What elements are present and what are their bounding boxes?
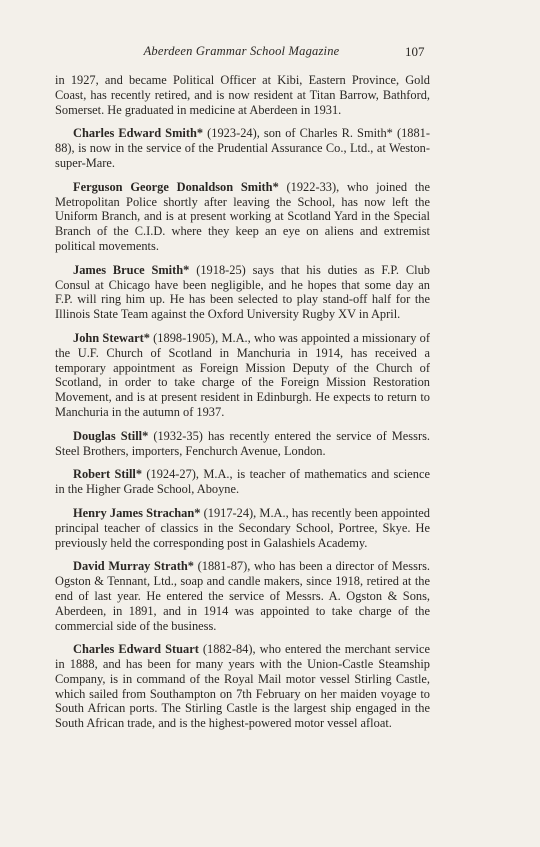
obituary-entry bbox=[55, 126, 430, 170]
entry-text: (1918-25) says that his duties as F.P. Club Consul at Chicago have been negligible, and he hopes that some day an F.P. will ring him up. He has been selected to play stand-off half for the Illinois State Team against the Oxford University Rugby XV in April. bbox=[55, 262, 430, 322]
entry-text: (1923-24), son of Charles R. Smith* (1881-88), is now in the service of the Prudential Assurance Co., Ltd., at Weston-super-Mare. bbox=[55, 126, 430, 170]
page-number: 107 bbox=[405, 44, 425, 59]
obituary-entry bbox=[55, 263, 430, 322]
entry-name: Charles Edward Smith* bbox=[73, 126, 204, 141]
obituary-entry bbox=[55, 559, 430, 633]
entry-text: (1882-84), who entered the merchant service in 1888, and has been for many years with the Union-Castle Steamship Company, is in command of the Royal Mail motor vessel Stirling Castle, which sailed from Southampton on 7th February on her maiden voyage to South African ports. The Stirling Castle is the largest ship engaged in the South African trade, and is the highest-powered motor vessel afloat. bbox=[55, 642, 430, 731]
obituary-entry bbox=[55, 180, 430, 254]
entry-name: Henry James Strachan* bbox=[73, 505, 201, 520]
obituary-entry bbox=[55, 467, 430, 497]
entry-name: Ferguson George Donaldson Smith* bbox=[73, 179, 279, 194]
entry-name: David Murray Strath* bbox=[73, 559, 194, 574]
entry-name: Robert Still* bbox=[73, 467, 143, 482]
obituary-entry bbox=[55, 429, 430, 459]
obituary-entry bbox=[55, 642, 430, 731]
entry-name: Douglas Still* bbox=[73, 428, 149, 443]
continuation-paragraph: in 1927, and became Political Officer at Kibi, Eastern Province, Gold Coast, has recently retired, and is now resident at Titan Barrow, Bathford, Somerset. He graduated in medicine at Aberdeen in 1931. bbox=[55, 73, 430, 117]
entry-text: (1924-27), M.A., is teacher of mathematics and science in the Higher Grade School, Aboyne. bbox=[55, 467, 430, 497]
obituary-entry bbox=[55, 331, 430, 420]
entry-text: (1922-33), who joined the Metropolitan Police shortly after leaving the School, has now left the Uniform Branch, and is at present working at Scotland Yard in the Special Branch of the C.I.D. where they keep an eye on aliens and extremist political movements. bbox=[55, 179, 430, 253]
entry-text: (1898-1905), M.A., who was appointed a missionary of the U.F. Church of Scotland in Manchuria in 1914, has received a temporary appointment as Foreign Mission Deputy of the Church of Scotland, in order to take charge of the Foreign Mission Restoration Movement, and is at present resident in Edinburgh. He expects to return to Manchuria in the autumn of 1937. bbox=[55, 330, 430, 419]
entry-name: James Bruce Smith* bbox=[73, 262, 190, 277]
entry-text: (1881-87), who has been a director of Messrs. Ogston & Tennant, Ltd., soap and candle makers, since 1918, retired at the end of last year. He entered the service of Messrs. A. Ogston & Sons, Aberdeen, in 1891, and in 1914 was appointed to take charge of the commercial side of the business. bbox=[55, 559, 430, 633]
obituary-entry bbox=[55, 506, 430, 550]
article-body bbox=[55, 73, 430, 740]
entry-name: Charles Edward Stuart bbox=[73, 642, 199, 657]
entry-name: John Stewart* bbox=[73, 330, 150, 345]
entry-text: (1932-35) has recently entered the service of Messrs. Steel Brothers, importers, Fenchurch Avenue, London. bbox=[55, 428, 430, 458]
running-title: Aberdeen Grammar School Magazine bbox=[143, 44, 340, 58]
entry-text: (1917-24), M.A., has recently been appointed principal teacher of classics in the Secondary School, Portree, Skye. He previously held the corresponding post in Galashiels Academy. bbox=[55, 505, 430, 550]
